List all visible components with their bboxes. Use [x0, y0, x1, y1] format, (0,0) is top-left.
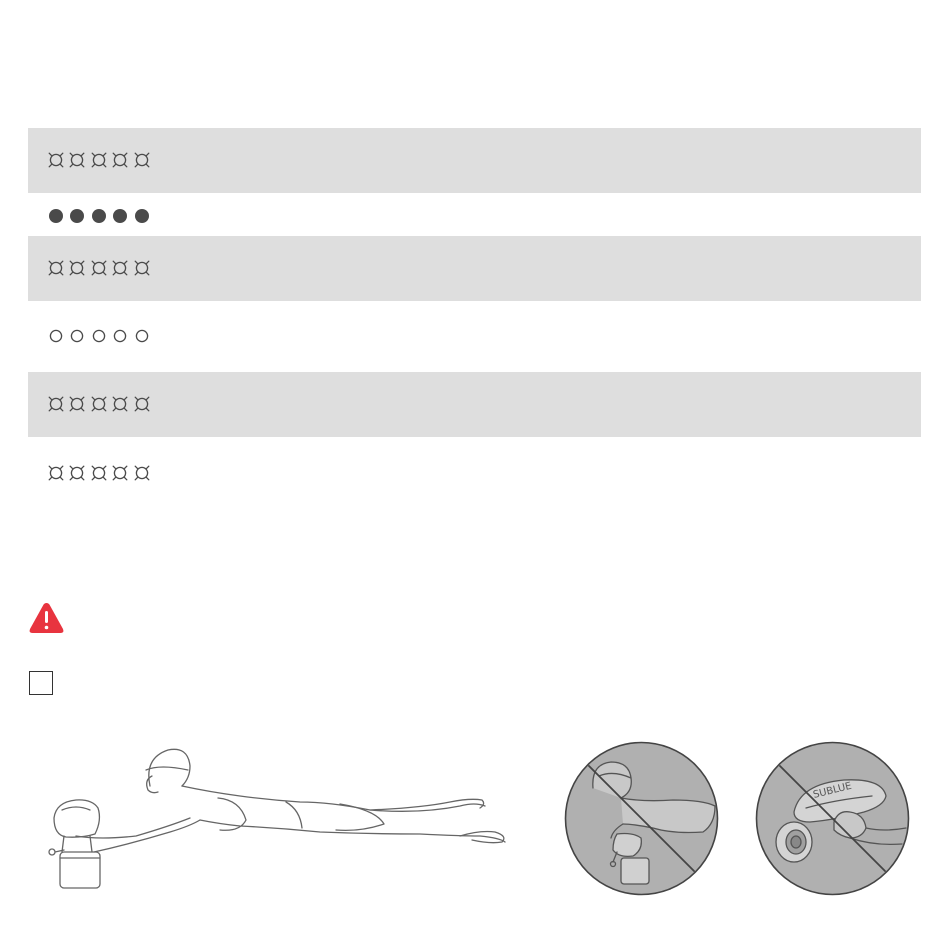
led-indicator-blinking [45, 465, 153, 481]
led-blink-icon [110, 396, 132, 412]
led-indicator-blinking [45, 152, 153, 168]
led-on-icon [45, 208, 67, 224]
indicator-row-4 [28, 301, 921, 372]
warning-triangle-icon [28, 601, 65, 640]
led-blink-icon [67, 465, 89, 481]
led-blink-icon [45, 396, 67, 412]
led-blink-icon [88, 152, 110, 168]
checkbox-icon[interactable] [29, 671, 53, 695]
led-blink-icon [131, 152, 153, 168]
indicator-row-1 [28, 128, 921, 193]
led-indicator-blinking [45, 260, 153, 276]
indicator-row-5 [28, 372, 921, 437]
led-blink-icon [110, 465, 132, 481]
led-indicator-on [45, 208, 153, 224]
prohibited-hand-near-propeller-illustration [754, 740, 911, 902]
led-off-icon [67, 328, 89, 344]
led-blink-icon [131, 465, 153, 481]
led-blink-icon [67, 152, 89, 168]
led-on-icon [88, 208, 110, 224]
led-blink-icon [45, 465, 67, 481]
led-off-icon [45, 328, 67, 344]
led-blink-icon [131, 396, 153, 412]
swimmer-using-scooter-illustration [40, 740, 510, 900]
led-on-icon [110, 208, 132, 224]
led-blink-icon [131, 260, 153, 276]
indicator-row-6 [28, 437, 921, 508]
prohibited-vertical-use-illustration [563, 740, 720, 902]
led-on-icon [131, 208, 153, 224]
led-blink-icon [45, 152, 67, 168]
brand-text: SUBLUE [812, 780, 853, 801]
led-blink-icon [110, 260, 132, 276]
indicator-row-3 [28, 236, 921, 301]
led-blink-icon [45, 260, 67, 276]
led-blink-icon [67, 260, 89, 276]
led-off-icon [110, 328, 132, 344]
led-indicator-blinking [45, 396, 153, 412]
indicator-row-2 [28, 193, 921, 236]
led-blink-icon [88, 465, 110, 481]
led-on-icon [67, 208, 89, 224]
led-blink-icon [88, 260, 110, 276]
led-off-icon [131, 328, 153, 344]
led-off-icon [88, 328, 110, 344]
led-indicator-off [45, 328, 153, 344]
led-blink-icon [88, 396, 110, 412]
led-blink-icon [110, 152, 132, 168]
led-blink-icon [67, 396, 89, 412]
